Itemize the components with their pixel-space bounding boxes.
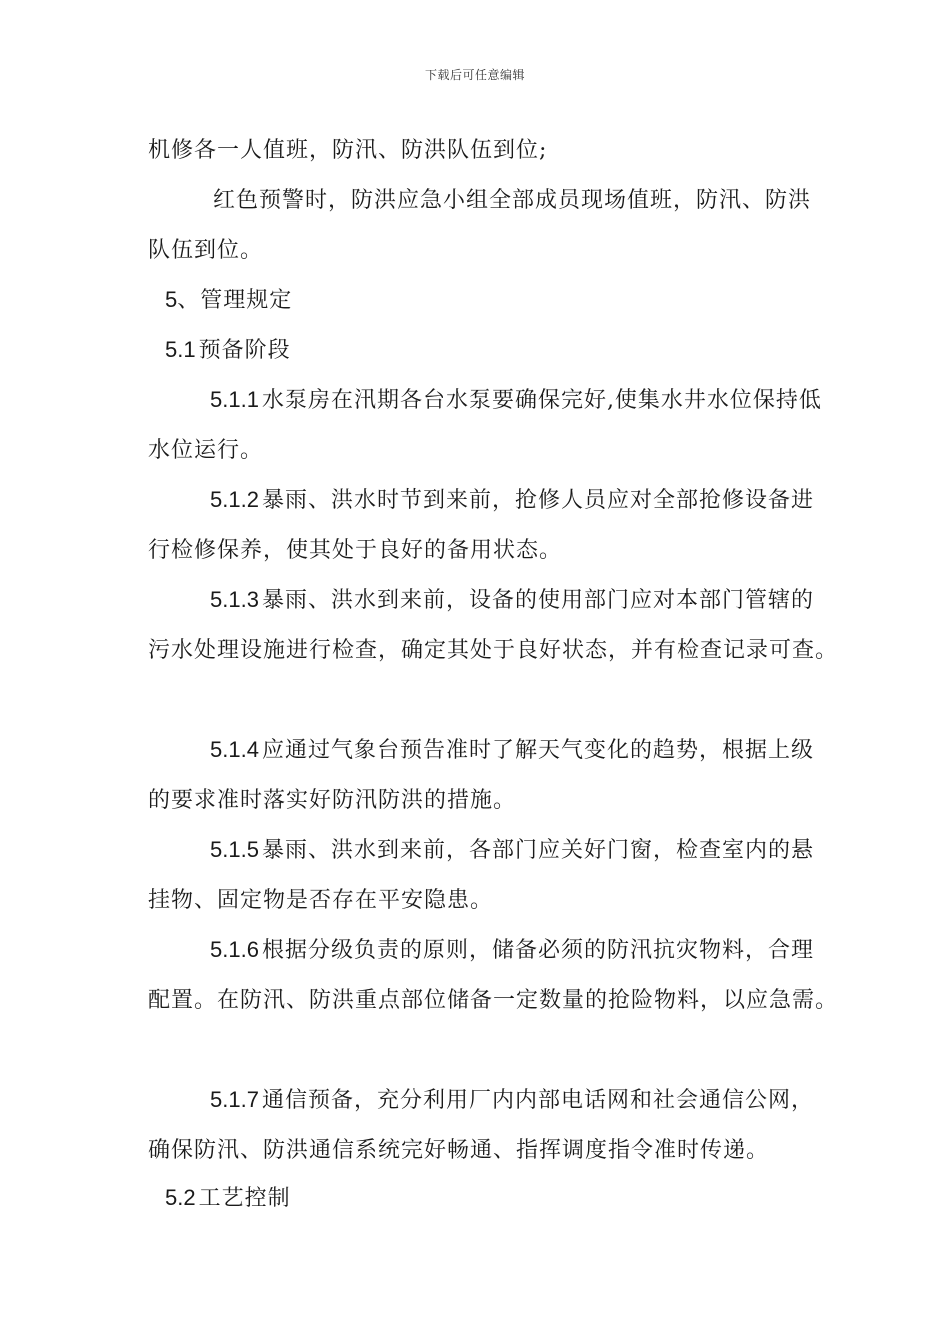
paragraph-line: 队伍到位。 <box>148 238 264 263</box>
paragraph-line: 5.1.1 水泵房在汛期各台水泵要确保完好,使集水井水位保持低 <box>210 387 822 413</box>
paragraph-line: 行检修保养，使其处于良好的备用状态。 <box>148 538 563 563</box>
page-header: 下载后可任意编辑 <box>424 68 525 82</box>
paragraph-line: 污水处理设施进行检查，确定其处于良好状态，并有检查记录可查。 <box>148 638 839 663</box>
paragraph-line: 5.1.3 暴雨、洪水到来前，设备的使用部门应对本部门管辖的 <box>210 587 814 613</box>
paragraph-line: 红色预警时，防洪应急小组全部成员现场值班，防汛、防洪 <box>213 188 812 213</box>
section-heading: 5、管理规定 <box>165 287 293 313</box>
paragraph-line: 5.1.2 暴雨、洪水时节到来前，抢修人员应对全部抢修设备进 <box>210 487 814 513</box>
paragraph-line: 5.1.5 暴雨、洪水到来前，各部门应关好门窗，检查室内的悬 <box>210 837 814 863</box>
subsection-heading: 5.1 预备阶段 <box>165 337 291 363</box>
paragraph-line: 水位运行。 <box>148 438 264 463</box>
paragraph-line: 机修各一人值班，防汛、防洪队伍到位; <box>148 138 548 163</box>
paragraph-line: 5.1.6 根据分级负责的原则，储备必须的防汛抗灾物料，合理 <box>210 937 814 963</box>
paragraph-line: 挂物、固定物是否存在平安隐患。 <box>148 888 494 913</box>
paragraph-line: 5.1.4 应通过气象台预告准时了解天气变化的趋势，根据上级 <box>210 737 814 763</box>
paragraph-line: 配置。在防汛、防洪重点部位储备一定数量的抢险物料，以应急需。 <box>148 988 839 1013</box>
paragraph-line: 的要求准时落实好防汛防洪的措施。 <box>148 788 517 813</box>
subsection-heading: 5.2 工艺控制 <box>165 1185 291 1211</box>
paragraph-line: 确保防汛、防洪通信系统完好畅通、指挥调度指令准时传递。 <box>148 1138 770 1163</box>
paragraph-line: 5.1.7 通信预备，充分利用厂内内部电话网和社会通信公网， <box>210 1087 814 1113</box>
